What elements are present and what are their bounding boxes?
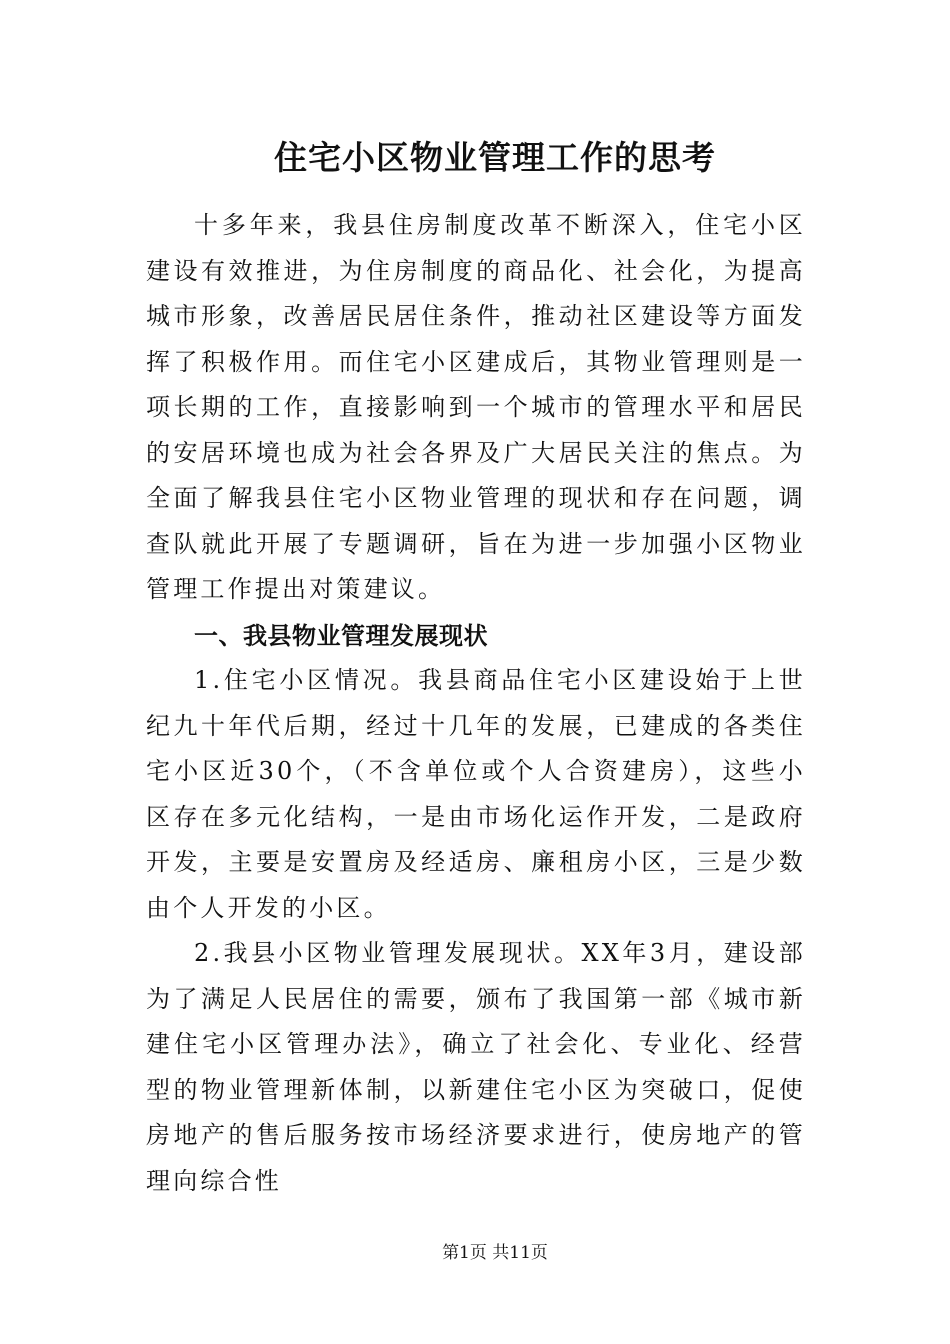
page-footer: 第1页 共11页	[442, 1243, 548, 1263]
document-body	[146, 203, 806, 1204]
paragraph-residential-communities: 1.住宅小区情况。我县商品住宅小区建设始于上世纪九十年代后期，经过十几年的发展，已建成的各类住宅小区近30个，（不含单位或个人合资建房），这些小区存在多元化结构，一是由市场化运作开发，二是政府开发，主要是安置房及经适房、廉租房小区，三是少数由个人开发的小区。	[146, 666, 806, 922]
intro-paragraph: 十多年来，我县住房制度改革不断深入，住宅小区建设有效推进，为住房制度的商品化、社会化，为提高城市形象，改善居民居住条件，推动社区建设等方面发挥了积极作用。而住宅小区建成后，其物业管理则是一项长期的工作，直接影响到一个城市的管理水平和居民的安居环境也成为社会各界及广大居民关注的焦点。为全面了解我县住宅小区物业管理的现状和存在问题，调查队就此开展了专题调研，旨在为进一步加强小区物业管理工作提出对策建议。	[146, 211, 806, 603]
document-title: 住宅小区物业管理工作的思考	[274, 138, 716, 177]
paragraph-property-management-status: 2.我县小区物业管理发展现状。XX年3月，建设部为了满足人民居住的需要，颁布了我国第一部《城市新建住宅小区管理办法》，确立了社会化、专业化、经营型的物业管理新体制，以新建住宅小区为突破口，促使房地产的售后服务按市场经济要求进行，使房地产的管理向综合性	[146, 939, 806, 1195]
section-heading: 一、我县物业管理发展现状	[194, 620, 488, 650]
